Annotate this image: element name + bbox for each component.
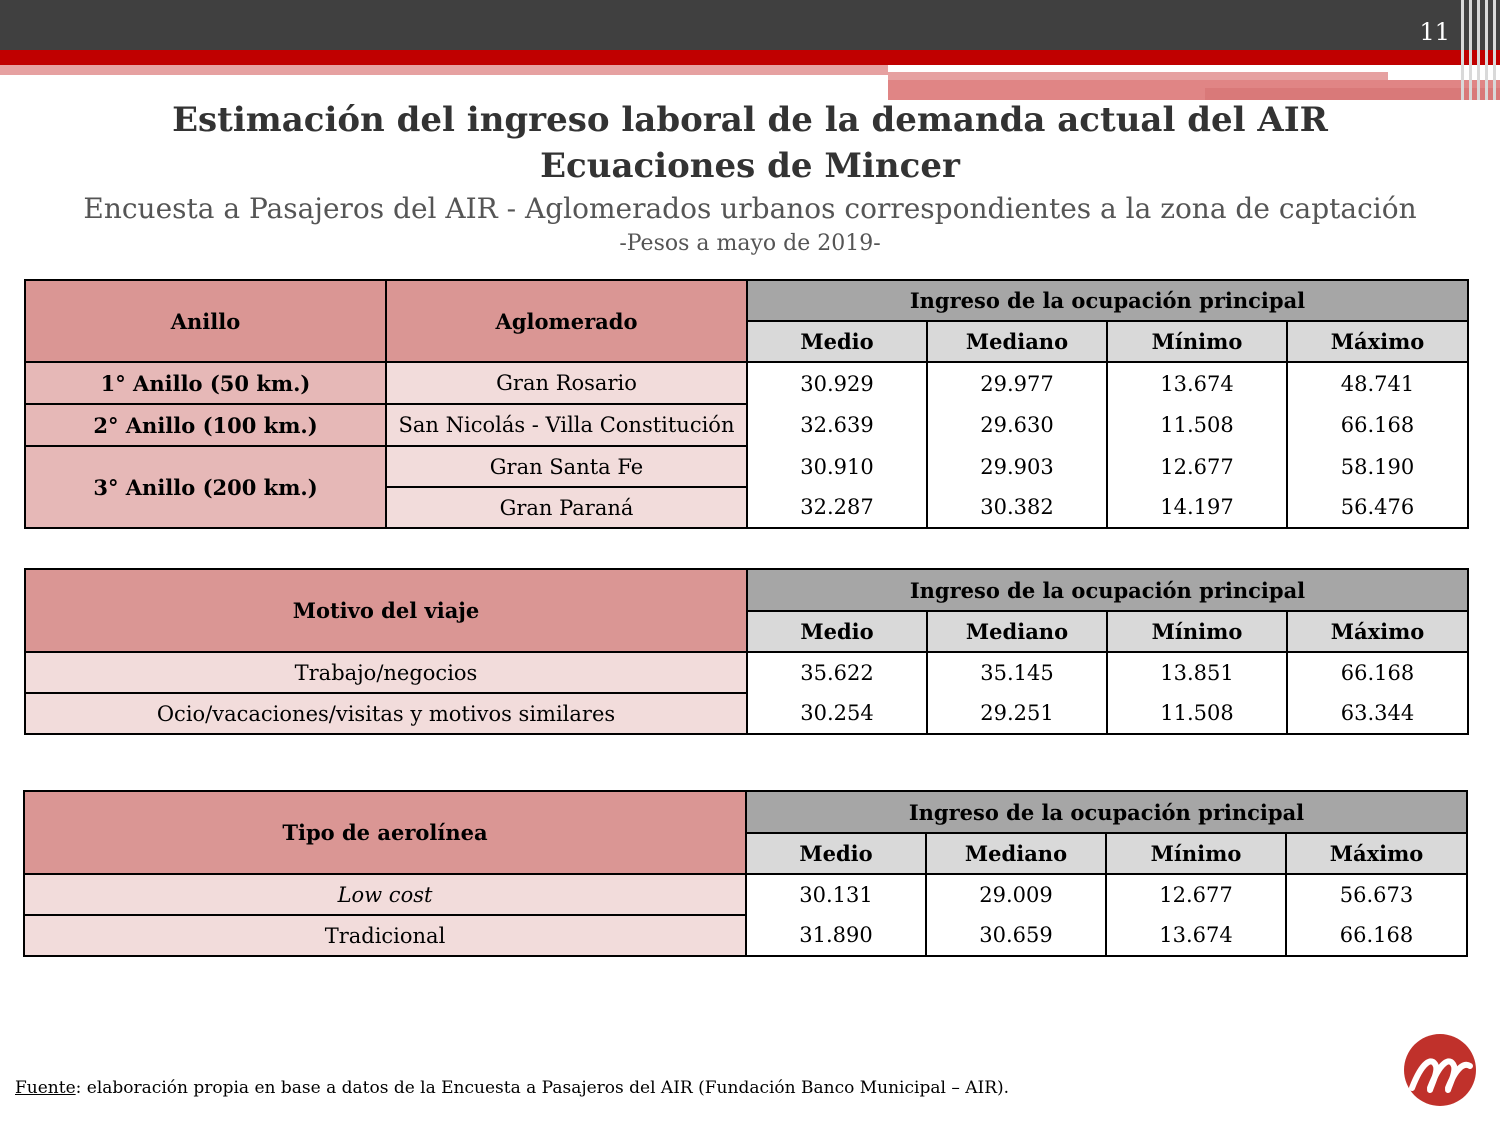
value-cell: 30.254 [747,693,927,734]
value-cell: 35.622 [747,652,927,693]
header-deep-band [1205,88,1500,100]
col-header-medio: Medio [746,833,926,874]
value-cell: 32.639 [747,404,927,446]
value-cell: 29.251 [927,693,1107,734]
value-cell: 13.851 [1107,652,1287,693]
income-by-ring-table [24,279,1469,529]
header-pink-band [0,65,888,75]
value-cell: 29.903 [927,446,1107,487]
value-cell: 30.929 [747,362,927,404]
table-row [24,915,1467,956]
table-row [25,446,1468,487]
airline-type-label: Tradicional [24,915,746,956]
value-cell: 13.674 [1107,362,1287,404]
col-header-medio: Medio [747,321,927,362]
source-label: Fuente [15,1078,76,1098]
header-dark-band [0,0,1500,50]
table-row [25,404,1468,446]
header-stripes [1458,0,1500,100]
header-red-band [0,50,1500,65]
value-cell: 30.131 [746,874,926,915]
agglomerate-label: San Nicolás - Villa Constitución [386,404,747,446]
group-header-income: Ingreso de la ocupación principal [747,569,1468,611]
col-header-maximo: Máximo [1287,321,1468,362]
value-cell: 66.168 [1287,404,1468,446]
col-header-minimo: Mínimo [1107,611,1287,652]
col-header-minimo: Mínimo [1107,321,1287,362]
value-cell: 11.508 [1107,693,1287,734]
value-cell: 66.168 [1286,915,1467,956]
value-cell: 56.673 [1286,874,1467,915]
header-pink-band-2 [888,72,1388,80]
slide-subtitle-currency: -Pesos a mayo de 2019- [619,231,881,256]
trip-purpose-label: Trabajo/negocios [25,652,747,693]
group-header-income: Ingreso de la ocupación principal [747,280,1468,321]
table-row [25,362,1468,404]
table-row [25,652,1468,693]
value-cell: 30.382 [927,487,1107,528]
value-cell: 12.677 [1106,874,1286,915]
value-cell: 56.476 [1287,487,1468,528]
col-header-medio: Medio [747,611,927,652]
ring-label: 1° Anillo (50 km.) [25,362,386,404]
value-cell: 29.630 [927,404,1107,446]
value-cell: 12.677 [1107,446,1287,487]
value-cell: 30.659 [926,915,1106,956]
agglomerate-label: Gran Paraná [386,487,747,528]
value-cell: 48.741 [1287,362,1468,404]
agglomerate-label: Gran Rosario [386,362,747,404]
value-cell: 31.890 [746,915,926,956]
col-header-anillo: Anillo [25,280,386,362]
value-cell: 32.287 [747,487,927,528]
col-header-mediano: Mediano [927,321,1107,362]
ring-label: 2° Anillo (100 km.) [25,404,386,446]
slide-title: Estimación del ingreso laboral de la demanda actual del AIR [172,100,1328,140]
col-header-maximo: Máximo [1286,833,1467,874]
airline-type-label: Low cost [24,874,746,915]
value-cell: 13.674 [1106,915,1286,956]
col-header-motivo: Motivo del viaje [25,569,747,652]
slide-subtitle: Encuesta a Pasajeros del AIR - Aglomerados urbanos correspondientes a la zona de captación [83,192,1417,225]
value-cell: 63.344 [1287,693,1468,734]
col-header-minimo: Mínimo [1106,833,1286,874]
source-text: : elaboración propia en base a datos de la Encuesta a Pasajeros del AIR (Fundación Banco Municipal – AIR). [75,1078,1010,1098]
table-row [24,874,1467,915]
value-cell: 35.145 [927,652,1107,693]
value-cell: 29.977 [927,362,1107,404]
value-cell: 58.190 [1287,446,1468,487]
bank-logo-icon [1402,1032,1478,1108]
value-cell: 66.168 [1287,652,1468,693]
col-header-aglomerado: Aglomerado [386,280,747,362]
group-header-income: Ingreso de la ocupación principal [746,791,1467,833]
income-by-airline-type-table [23,790,1468,957]
income-by-trip-purpose-table [24,568,1469,735]
col-header-mediano: Mediano [926,833,1106,874]
col-header-mediano: Mediano [927,611,1107,652]
value-cell: 29.009 [926,874,1106,915]
table-row [25,693,1468,734]
page-number: 11 [1419,18,1450,46]
col-header-tipo-aerolinea: Tipo de aerolínea [24,791,746,874]
value-cell: 30.910 [747,446,927,487]
agglomerate-label: Gran Santa Fe [386,446,747,487]
col-header-maximo: Máximo [1287,611,1468,652]
value-cell: 11.508 [1107,404,1287,446]
slide-title-line2: Ecuaciones de Mincer [540,146,960,186]
source-footnote [15,1078,1009,1098]
trip-purpose-label: Ocio/vacaciones/visitas y motivos similares [25,693,747,734]
ring-label: 3° Anillo (200 km.) [25,446,386,528]
value-cell: 14.197 [1107,487,1287,528]
